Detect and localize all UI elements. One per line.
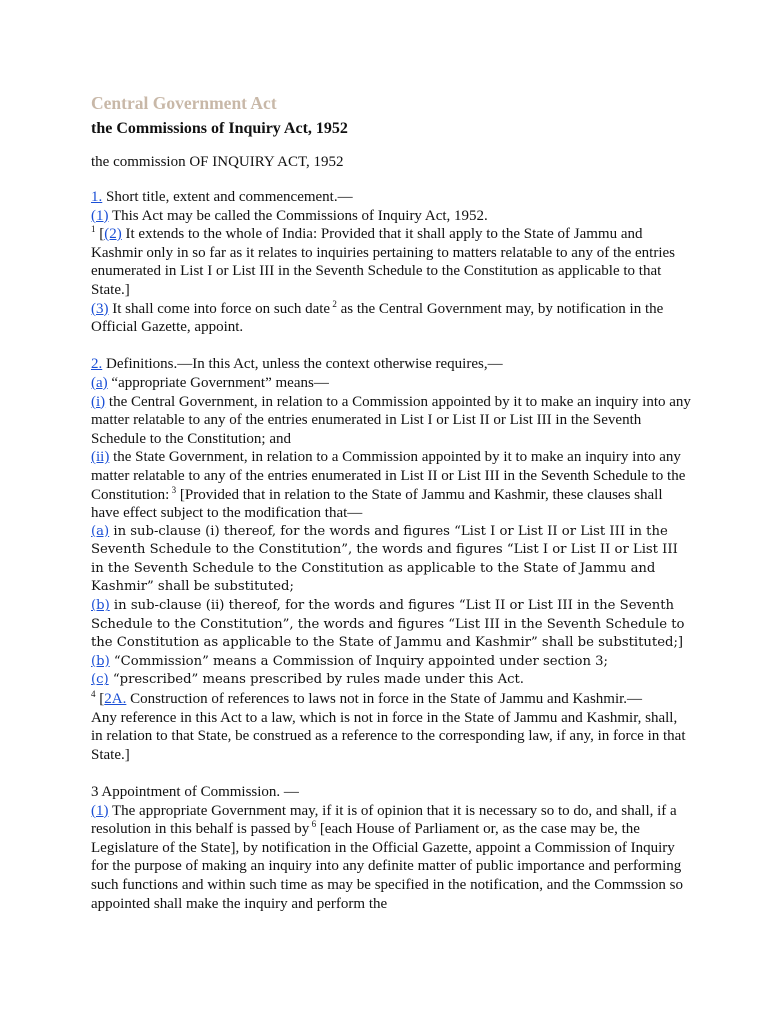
section-1-clause-2-text: It extends to the whole of India: Provided that it shall apply to the State of Jammu and Kashmir only in so far as it relates to inquiries pertaining to matters relatable to any of the entries enumerated in List I or List III in the Seventh Schedule to the Constitution as applicable to that State.]: [91, 226, 675, 298]
section-2-proviso-b-text: in sub-clause (ii) thereof, for the words and figures “List II or List III in the Seventh Schedule to the Constitution”, the words and figures “List III in the Seventh Schedule to the Constitution as applicable to the State of Jammu and Kashmir” shall be substituted;]: [91, 598, 685, 651]
section-1-clause-1-text: This Act may be called the Commissions of Inquiry Act, 1952.: [108, 207, 488, 224]
footnote-marker-2: 2: [330, 298, 337, 309]
section-1-clause-3-text-a: It shall come into force on such date: [108, 300, 331, 317]
section-2-proviso-a-link[interactable]: (a): [91, 523, 110, 539]
section-2-heading: [91, 355, 691, 374]
section-1-link[interactable]: 1.: [91, 189, 103, 205]
section-2-subclause-i-link[interactable]: (i): [91, 393, 106, 410]
section-2a-heading: [91, 690, 691, 709]
section-2-subclause-ii-text-a: the State Government, in relation to a Commission appointed by it to make an inquiry into any matter relatable to any of the entries enumerated in List II or List III in the Seventh Schedule to the Constitution:: [91, 449, 686, 503]
section-2-link[interactable]: 2.: [91, 356, 103, 373]
footnote-marker-6: 6: [309, 819, 317, 830]
footnote-marker-4: 4: [91, 689, 96, 700]
section-2-clause-b-link[interactable]: (b): [91, 653, 110, 669]
section-3-heading-text: 3 Appointment of Commission. —: [91, 784, 299, 800]
footnote-marker-1: 1: [91, 224, 96, 235]
section-1-clause-1: [91, 207, 691, 226]
section-2-clause-a: [91, 374, 691, 393]
section-1-clause-2: [91, 225, 691, 299]
bracket-open-2a: [: [95, 691, 105, 708]
section-2-clause-c-text: “prescribed” means prescribed by rules made under this Act.: [108, 672, 524, 688]
section-1-clause-1-link[interactable]: (1): [91, 207, 109, 224]
section-1-clause-3-link[interactable]: (3): [91, 300, 109, 317]
section-2-heading-text: Definitions.—In this Act, unless the context otherwise requires,—: [102, 356, 503, 373]
section-2-proviso-a-text: in sub-clause (i) thereof, for the words and figures “List I or List II or List III in the Seventh Schedule to the Constitution”, the words and figures “List I or List II or List III in the Seventh Schedule to the Constitution as applicable to the State of Jammu and Kashmir” shall be substituted;: [91, 523, 678, 595]
document-page: [91, 88, 691, 913]
section-2-clause-b-text: “Commission” means a Commission of Inquiry appointed under section 3;: [109, 653, 608, 669]
section-2-clause-c-link[interactable]: (c): [91, 672, 109, 688]
section-3-clause-1: [91, 802, 691, 914]
section-1-heading: [91, 188, 691, 207]
section-1-heading-text: Short title, extent and commencement.—: [102, 189, 353, 205]
section-3-clause-1-link[interactable]: (1): [91, 802, 109, 819]
section-2-proviso-b: [91, 597, 691, 653]
bracket-open: [: [95, 226, 105, 243]
section-2-clause-a-text: “appropriate Government” means—: [107, 374, 329, 391]
section-1-clause-2-link[interactable]: (2): [104, 226, 122, 243]
section-2-subclause-i-text: the Central Government, in relation to a Commission appointed by it to make an inquiry into any matter relatable to any of the entries enumerated in List I or List II or List III in the Seventh Schedule to the Constitution; and: [91, 393, 691, 447]
section-1-clause-3-text-b: as the Central Government may, by notification in the Official Gazette, appoint.: [91, 300, 664, 336]
section-2-subclause-ii: [91, 448, 691, 522]
section-2-clause-b: [91, 653, 691, 672]
section-2-subclause-ii-link[interactable]: (ii): [91, 449, 110, 466]
section-2-subclause-i: [91, 393, 691, 449]
section-2-clause-c: [91, 671, 691, 690]
section-3-clause-1-text-b: [each House of Parliament or, as the case may be, the Legislature of the State], by notification in the Official Gazette, appoint a Commission of Inquiry for the purpose of making an inquiry into any definite matter of public importance and performing such functions and within such time as may be specified in the notification, and the Commssion so appointed shall make the inquiry and perform the: [91, 821, 683, 912]
section-2-proviso-b-link[interactable]: (b): [91, 598, 110, 614]
act-category-heading: Central Government Act: [91, 93, 277, 113]
section-2a-heading-text: Construction of references to laws not in force in the State of Jammu and Kashmir.—: [126, 691, 643, 708]
section-3-heading: [91, 783, 691, 802]
section-2-subclause-ii-text-b: [Provided that in relation to the State of Jammu and Kashmir, these clauses shall have effect subject to the modification that—: [91, 486, 663, 522]
act-title: the Commissions of Inquiry Act, 1952: [91, 120, 348, 137]
section-2-clause-a-link[interactable]: (a): [91, 374, 108, 391]
section-3-clause-1-text-a: The appropriate Government may, if it is of opinion that it is necessary so to do, and shall, if a resolution in this behalf is passed by: [91, 802, 677, 838]
act-subtitle: the commission OF INQUIRY ACT, 1952: [91, 154, 344, 170]
section-2a-body: [91, 709, 691, 765]
section-2-proviso-a: [91, 523, 691, 597]
footnote-marker-3: 3: [169, 484, 177, 495]
act-body: [91, 188, 691, 913]
section-2a-text: Any reference in this Act to a law, which is not in force in the State of Jammu and Kashmir, shall, in relation to that State, be construed as a reference to the corresponding law, if any, in force in that State.]: [91, 709, 686, 763]
section-2a-link[interactable]: 2A.: [104, 691, 127, 708]
section-1-clause-3: [91, 300, 691, 337]
